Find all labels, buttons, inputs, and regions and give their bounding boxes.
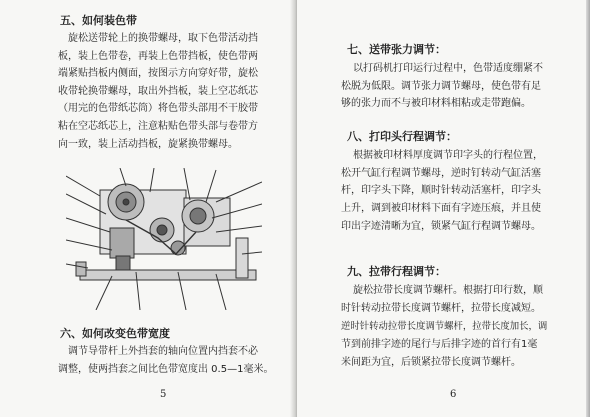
page-number-right: 6: [450, 389, 457, 400]
section-7-line: 够的张力而不与被印材料相粘或走带跑偏。: [341, 98, 531, 109]
section-5-line: 板，装上色带卷，再装上色带挡板，使色带两: [58, 51, 258, 62]
page-edge-shadow: [586, 0, 590, 417]
section-9-line: 时针转动拉带长度调节螺杆，拉带长度减短。: [341, 303, 541, 314]
section-5-title: 五、如何装色带: [60, 14, 137, 27]
section-6-title: 六、如何改变色带宽度: [60, 327, 170, 340]
section-5-line: （用完的色带纸芯筒）将色带头部用不干胶带: [58, 103, 258, 114]
section-8-line: 印出字迹清晰为宜，锁紧气缸行程调节螺母。: [341, 221, 541, 232]
section-9-line: 节到前排字迹的尾行与后排字迹的首行有1毫: [341, 339, 538, 350]
section-9-line: 旋松拉带长度调节螺杆。根据打印行数，顺: [353, 285, 543, 296]
section-8-line: 杆，印字头下降，顺时针转动活塞杆，印字头: [341, 185, 541, 196]
section-9-line: 逆时针转动拉带长度调节螺杆，拉带长度加长，调: [341, 321, 548, 332]
section-5-line: 向一致，装上活动挡板，旋紧换带螺母。: [58, 139, 238, 150]
section-8-line: 上升，调到被印材料下面有字迹压痕，并且使: [341, 203, 541, 214]
section-9-line: 米间距为宜，后锁紧拉带长度调节螺杆。: [341, 357, 521, 368]
section-8-title: 八、打印头行程调节：: [347, 130, 457, 143]
ribbon-threading-diagram: [66, 168, 262, 310]
section-9-title: 九、拉带行程调节：: [347, 265, 446, 278]
section-8-line: 松开气缸行程调节螺母，逆时钉转动气缸活塞: [341, 168, 541, 179]
right-page: [297, 0, 590, 417]
page-number-left: 5: [160, 389, 167, 400]
section-5-line: 粘在空芯纸芯上，注意粘贴色带头部与卷带方: [58, 121, 258, 132]
section-7-line: 以打码机打印运行过程中，色带适度绷紧不: [353, 63, 543, 74]
section-5-line: 端紧贴挡板内侧面，按图示方向穿好带，旋松: [58, 68, 258, 79]
section-5-line: 收带轮换带螺母，取出外挡板，装上空芯纸芯: [58, 86, 258, 97]
section-8-line: 根据被印材料厚度调节印字头的行程位置，: [353, 150, 543, 161]
section-6-line: 调节导带杆上外挡套的轴向位置内挡套不必: [68, 346, 258, 357]
section-7-line: 松脱为低限。调节张力调节螺母，使色带有足: [341, 81, 541, 92]
section-5-line: 旋松送带轮上的换带螺母，取下色带活动挡: [68, 33, 258, 44]
section-7-title: 七、送带张力调节：: [347, 43, 446, 56]
section-6-line: 调整，使两挡套之间比色带宽度出 0.5—1毫米。: [58, 364, 274, 375]
